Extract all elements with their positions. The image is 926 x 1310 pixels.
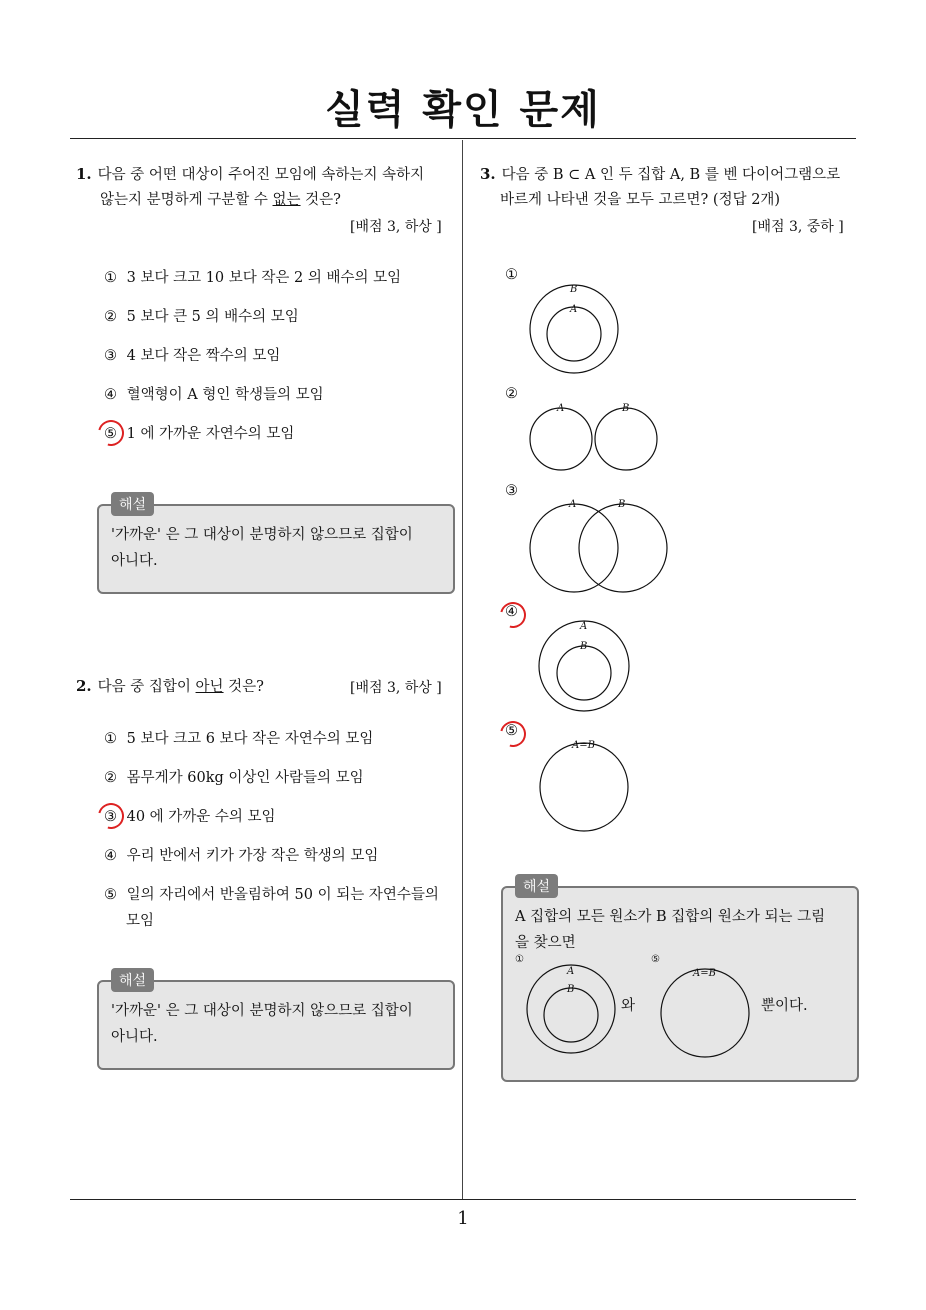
q2-option-5-cont: 모임 — [126, 913, 155, 929]
q1-option-3[interactable]: ③ 4 보다 작은 짝수의 모임 — [104, 348, 281, 364]
q2-option-1[interactable]: ① 5 보다 크고 6 보다 작은 자연수의 모임 — [104, 731, 374, 747]
answer-circle-icon — [495, 597, 531, 633]
venn1-outer-label: B — [570, 284, 578, 295]
question-1-line2b: 것은? — [300, 192, 341, 208]
q2-explanation-box — [97, 980, 455, 1070]
q3-explanation-text: A 집합의 모든 원소가 B 집합의 원소가 되는 그림 을 찾으면 — [515, 909, 826, 951]
exp-venn1-outer-circle — [527, 965, 615, 1053]
question-2-number: 2. — [76, 677, 92, 695]
q2-option-5[interactable]: ⑤ 일의 자리에서 반올림하여 50 이 되는 자연수들의 — [104, 887, 439, 903]
q1-explanation-box — [97, 504, 455, 594]
venn5-circle — [540, 743, 628, 831]
q1-option-2[interactable]: ② 5 보다 큰 5 의 배수의 모임 — [104, 309, 299, 325]
question-1-line1: 다음 중 어떤 대상이 주어진 모임에 속하는지 속하지 — [97, 167, 425, 183]
venn2-right-label: B — [622, 403, 630, 414]
venn3-right-circle — [579, 504, 667, 592]
q3-option-1-mark[interactable]: ① — [505, 267, 518, 283]
question-2: 2. 다음 중 집합이 아닌 것은? — [76, 677, 264, 695]
q2-explanation-text: '가까운' 은 그 대상이 분명하지 않으므로 집합이 아니다. — [111, 1003, 413, 1045]
venn1-inner-label: A — [570, 304, 578, 315]
q3-exp-end: 뿐이다. — [761, 998, 808, 1014]
q2-explanation-label: 해설 — [111, 968, 154, 992]
venn5-label: A=B — [572, 740, 595, 751]
q1-option-4[interactable]: ④ 혈액형이 A 형인 학생들의 모임 — [104, 387, 324, 403]
venn1-inner-circle — [547, 307, 601, 361]
venn4-outer-label: A — [580, 621, 588, 632]
question-3-meta: [배점 3, 중하 ] — [752, 219, 844, 235]
q3-exp-mark-2: ⑤ — [651, 954, 660, 965]
venn2-left-label: A — [557, 403, 565, 414]
venn1-outer-circle — [530, 285, 618, 373]
question-1 — [76, 162, 461, 213]
q3-option-2-mark[interactable]: ② — [505, 386, 518, 402]
q1-option-5[interactable]: ⑤ 1 에 가까운 자연수의 모임 — [104, 426, 295, 442]
q3-exp-wa: 와 — [621, 998, 636, 1014]
exp-venn1-inner-circle — [544, 988, 598, 1042]
venn3-left-circle — [530, 504, 618, 592]
venn4-inner-circle — [557, 646, 611, 700]
answer-circle-icon — [495, 716, 531, 752]
page-title: 실력 확인 문제 — [325, 87, 601, 133]
venn3-left-label: A — [569, 499, 577, 510]
q1-explanation-text: '가까운' 은 그 대상이 분명하지 않으므로 집합이 아니다. — [111, 527, 413, 569]
exp-venn2-label: A=B — [693, 968, 716, 979]
top-rule — [70, 138, 856, 139]
q3-exp-venn — [503, 888, 857, 1080]
exp-venn1-outer-label: A — [567, 966, 575, 977]
question-3: 3. 다음 중 B ⊂ A 인 두 집합 A, B 를 벤 다이어그램으로 바르게 나타낸 것을 모두 고르면? (정답 2개) — [480, 165, 841, 208]
q3-explanation-box — [501, 886, 859, 1082]
page-number: 1 — [457, 1208, 469, 1229]
venn2-right-circle — [595, 408, 657, 470]
venn3-right-label: B — [618, 499, 626, 510]
answer-circle-icon — [93, 798, 129, 834]
exp-venn2-circle — [661, 969, 749, 1057]
q1-explanation-label: 해설 — [111, 492, 154, 516]
q3-option-3-mark[interactable]: ③ — [505, 483, 518, 499]
q3-explanation-label: 해설 — [515, 874, 558, 898]
question-1-line2a: 않는지 분명하게 구분할 수 — [100, 192, 273, 208]
q3-option-5-mark[interactable]: ⑤ — [505, 723, 518, 739]
q1-option-1[interactable]: ① 3 보다 크고 10 보다 작은 2 의 배수의 모임 — [104, 270, 402, 286]
q3-exp-mark-1: ① — [515, 954, 524, 965]
question-1-meta: [배점 3, 하상 ] — [350, 219, 442, 235]
bottom-rule — [70, 1199, 856, 1200]
venn4-outer-circle — [539, 621, 629, 711]
question-1-underline: 없는 — [272, 192, 301, 208]
q2-option-3[interactable]: ③ 40 에 가까운 수의 모임 — [104, 809, 276, 825]
question-2-meta: [배점 3, 하상 ] — [350, 680, 442, 696]
answer-circle-icon — [93, 415, 129, 451]
question-1-number: 1. — [76, 165, 92, 183]
q2-option-4[interactable]: ④ 우리 반에서 키가 가장 작은 학생의 모임 — [104, 848, 379, 864]
column-divider — [462, 140, 463, 1200]
q3-option-4-mark[interactable]: ④ — [505, 604, 518, 620]
question-3-number: 3. — [480, 165, 496, 183]
venn4-inner-label: B — [580, 641, 588, 652]
exp-venn1-inner-label: B — [567, 984, 575, 995]
q2-option-2[interactable]: ② 몸무게가 60kg 이상인 사람들의 모임 — [104, 770, 364, 786]
venn2-left-circle — [530, 408, 592, 470]
